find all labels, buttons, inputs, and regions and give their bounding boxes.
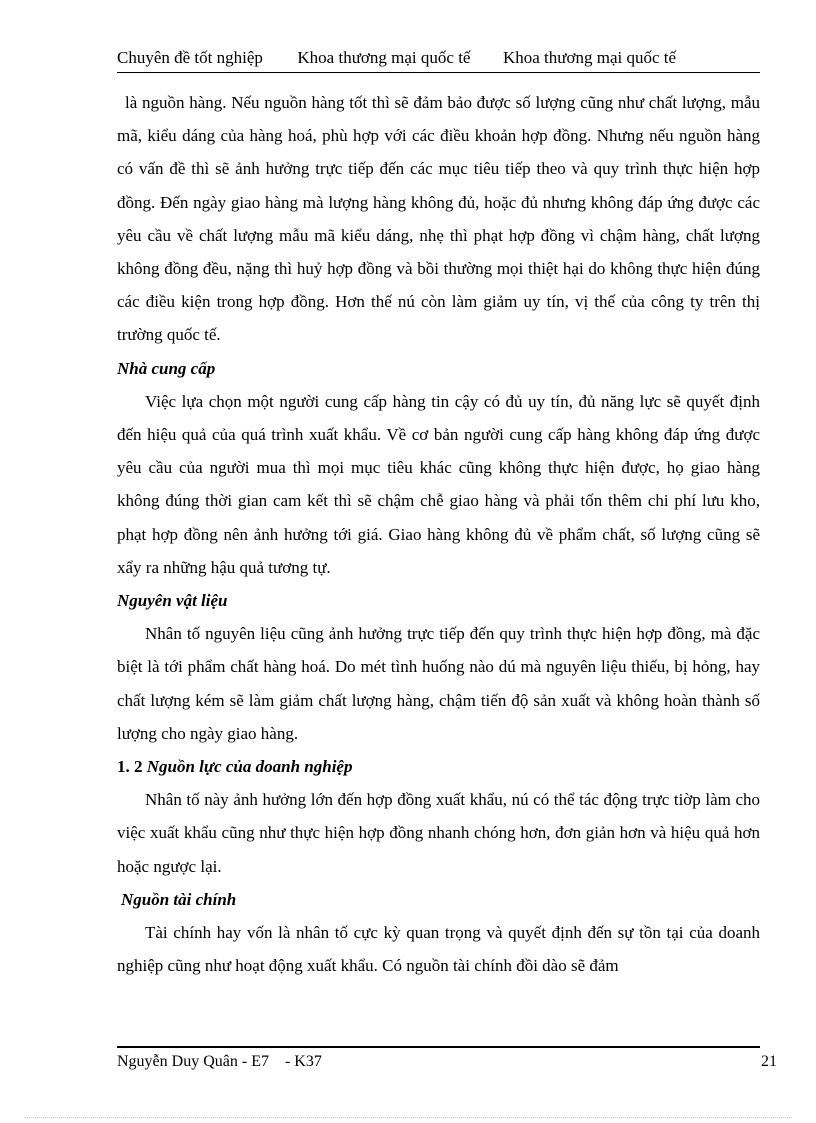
paragraph-supplier: Việc lựa chọn một người cung cấp hàng tin cậy có đủ uy tín, đủ năng lực sẽ quyết định đến hiệu quả của quá trình xuất khẩu. Về cơ bản người cung cấp hàng không đáp ứng được yêu cầu của người mua thì mọi mục tiêu khác cũng không thực hiện được, họ giao hàng không đúng thời gian cam kết thì sẽ chậm chễ giao hàng và phải tốn thêm chi phí lưu kho, phạt hợp đồng nên ảnh hưởng tới giá. Giao hàng không đủ về phẩm chất, số lượng cũng sẽ xẩy ra những hậu quả tương tự.	[117, 391, 760, 577]
header-thesis-title: Chuyên đề tốt nghiệp	[117, 48, 263, 67]
heading-finance: Nguồn tài chính	[121, 889, 237, 909]
header-divider	[117, 72, 760, 73]
footer-divider	[117, 1046, 760, 1048]
heading-supplier: Nhà cung cấp	[117, 358, 216, 378]
header-faculty-repeat: Khoa thương mại quốc tế	[502, 48, 677, 67]
paragraph-enterprise-resources: Nhân tố này ảnh hưởng lớn đến hợp đồng xuất khẩu, nú có thể tác động trực tiờp làm cho việc xuất khẩu cũng như thực hiện hợp đồng nhanh chóng hơn, đơn giản hơn và hiệu quả hơn hoặc ngược lại.	[117, 790, 760, 876]
section-title: Nguồn lực của doanh nghiệp	[146, 757, 353, 777]
heading-raw-materials: Nguyên vật liệu	[117, 591, 228, 611]
paragraph-raw-materials: Nhân tố nguyên liệu cũng ảnh hưởng trực tiếp đến quy trình thực hiện hợp đồng, mà đặc biệt là tới phẩm chất hàng hoá. Do mét tình huống nào dú mà nguyên liệu thiếu, bị hỏng, hay chất lượng kém sẽ làm giảm chất lượng hàng, chậm tiến độ sản xuất và không hoàn thành số lượng cho ngày giao hàng.	[117, 624, 760, 743]
paragraph-finance: Tài chính hay vốn là nhân tố cực kỳ quan trọng và quyết định đến sự tồn tại của doanh nghiệp cũng như hoạt động xuất khẩu. Có nguồn tài chính đồi dào sẽ đảm	[117, 923, 760, 976]
paragraph-goods-source: là nguồn hàng. Nếu nguồn hàng tốt thì sẽ đảm bảo được số lượng cũng như chất lượng, mẫu mã, kiểu dáng của hàng hoá, phù hợp với các điều khoản hợp đồng. Nhưng nếu nguồn hàng có vấn đề thì sẽ ảnh hưởng trực tiếp đến các mục tiêu tiếp theo và quy trình thực hiện hợp đồng. Đến ngày giao hàng mà lượng hàng không đủ, hoặc đủ nhưng không đáp ứng được các yêu cầu về chất lượng mẫu mã kiểu dáng, nhẹ thì phạt hợp đồng vì chậm hàng, chất lượng không đồng đều, nặng thì huỷ hợp đồng và bồi thường mọi thiệt hại do không thực hiện đúng các điều kiện trong hợp đồng. Hơn thế nú còn làm giảm uy tín, vị thế của công ty trên thị trường quốc tế.	[117, 93, 760, 345]
footer-author: Nguyễn Duy Quân - E7 - K37	[117, 1053, 322, 1070]
page-edge-dotted-line	[24, 1117, 792, 1118]
section-heading-1-2	[117, 750, 760, 783]
page-number: 21	[761, 1053, 777, 1070]
running-header	[117, 48, 760, 68]
page-body	[117, 86, 760, 982]
section-number: 1. 2	[117, 757, 147, 777]
header-faculty: Khoa thương mại quốc tế	[297, 48, 471, 67]
